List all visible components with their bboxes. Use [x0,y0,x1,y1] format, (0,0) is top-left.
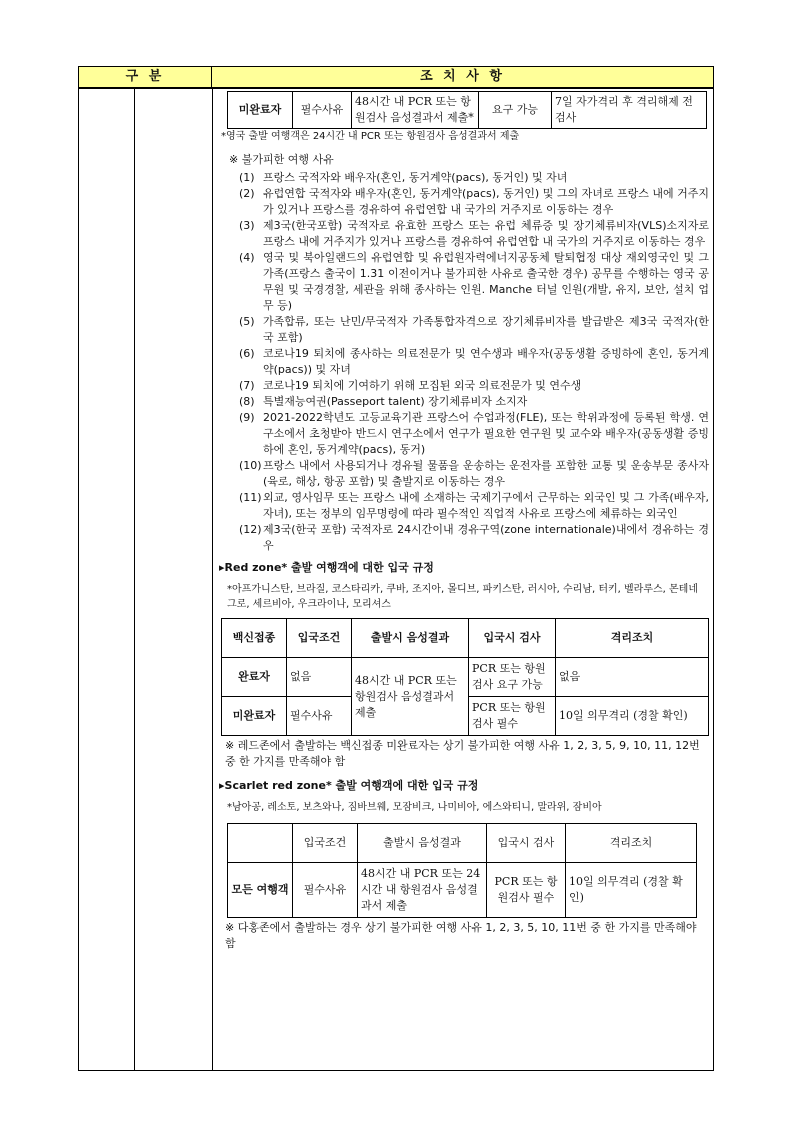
list-item: (10) 프랑스 내에서 사용되거나 경유될 물품을 운송하는 운전자를 포함한 교통 및 운송부문 종사자(육로, 해상, 항공 포함) 및 출발지로 이동하는 경우 [239,459,709,488]
list-item: (8) 특별재능여권(Passeport talent) 장기체류비자 소지자 [239,395,528,408]
red-zone-countries: *아프가니스탄, 브라질, 코스타리카, 쿠바, 조지아, 몰디브, 파키스탄, 러시아, 수리남, 터키, 벨라루스, 몬테네그로, 세르비아, 우크라이나, 모리셔스 [227,584,698,610]
list-item: (4) 영국 및 북아일랜드의 유럽연합 및 유럽원자력에너지공동체 탈퇴협정 대상 재외영국인 및 그 가족(프랑스 출국이 1.31 이전이거나 불가피한 사유로 출국한 경우) 공무를 수행하는 영국 공무원 및 국경경찰, 세관을 위해 종사하는 인원. Manche 터널 인원(개발, 유지, 보안, 설치 업무 등) [239,251,709,312]
list-item: (5) 가족합류, 또는 난민/무국적자 가족통합자격으로 장기체류비자를 발급받은 제3국 국적자(한국 포함) [239,315,709,344]
column-divider [212,89,213,1070]
table-unvaccinated [227,91,707,129]
table-header [79,67,713,89]
table-header-row: 입국조건 출발시 음성결과 입국시 검사 격리조치 [228,824,697,863]
red-zone-table [221,618,709,736]
red-zone-note: ※ 레드존에서 출발하는 백신접종 미완료자는 상기 불가피한 여행 사유 1, 2, 3, 5, 9, 10, 11, 12번 중 한 가지를 만족해야 함 [225,739,700,768]
table-row: 완료자 없음 48시간 내 PCR 또는 항원검사 음성결과서 제출 PCR 또는 항원검사 요구 가능 없음 [222,658,709,697]
document-frame [78,66,714,1071]
list-item: (1) 프랑스 국적자와 배우자(혼인, 동거계약(pacs), 동거인) 및 자녀 [239,171,568,184]
table-header-row: 백신접종 입국조건 출발시 음성결과 입국시 검사 격리조치 [222,619,709,658]
measures-content [219,91,714,952]
reasons-title: ※ 불가피한 여행 사유 [229,153,334,166]
table-row: 미완료자 필수사유 PCR 또는 항원검사 필수 10일 의무격리 (경찰 확인) [222,697,709,736]
uk-note: *영국 출발 여행객은 24시간 내 PCR 또는 항원검사 음성결과서 제출 [221,131,520,142]
table-row: 미완료자 필수사유 48시간 내 PCR 또는 항원검사 음성결과서 제출* 요구 가능 7일 자가격리 후 격리해제 전 검사 [228,92,707,129]
scarlet-zone-heading: ▸Scarlet red zone* 출발 여행객에 대한 입국 규정 [219,779,479,792]
list-item: (11) 외교, 영사임무 또는 프랑스 내에 소재하는 국제기구에서 근무하는 외국인 및 그 가족(배우자, 자녀), 또는 정부의 임무명령에 따라 필수적인 직업적 사유로 프랑스에 체류하는 외국인 [239,491,709,520]
list-item: (2) 유럽연합 국적자와 배우자(혼인, 동거계약(pacs), 동거인) 및 그의 자녀로 프랑스 내에 거주지가 있거나 프랑스를 경유하여 유럽연합 내 국가의 거주지로 이동하는 경우 [239,187,709,216]
scarlet-zone-table [227,823,697,918]
list-item: (3) 제3국(한국포함) 국적자로 유효한 프랑스 또는 유럽 체류증 및 장기체류비자(VLS)소지자로 프랑스 내에 거주지가 있거나 프랑스를 경유하여 유럽연합 내 국가의 거주지로 이동하는 경우 [239,219,709,248]
header-measures: 조 치 사 항 [420,69,505,84]
table-row: 모든 여행객 필수사유 48시간 내 PCR 또는 24시간 내 항원검사 음성결과서 제출 PCR 또는 항원검사 필수 10일 의무격리 (경찰 확인) [228,863,697,918]
list-item: (7) 코로나19 퇴치에 기여하기 위해 모집된 외국 의료전문가 및 연수생 [239,379,582,392]
header-category: 구 분 [79,67,212,87]
list-item: (9) 2021-2022학년도 고등교육기관 프랑스어 수업과정(FLE), 또는 학위과정에 등록된 학생. 연구소에서 초청받아 반드시 연구소에서 연구가 필요한 연구원 및 교수와 배우자(공동생활 증빙 하에 혼인, 동거계약(pacs), 동거) [239,411,709,456]
list-item: (6) 코로나19 퇴치에 종사하는 의료전문가 및 연수생과 배우자(공동생활 증빙하에 혼인, 동거계약(pacs)) 및 자녀 [239,347,709,376]
list-item: (12) 제3국(한국 포함) 국적자로 24시간이내 경유구역(zone internationale)내에서 경유하는 경우 [239,523,709,552]
scarlet-zone-countries: *남아공, 레소토, 보츠와나, 짐바브웨, 모잠비크, 나미비아, 에스와티니, 말라위, 잠비아 [227,802,602,813]
red-zone-heading: ▸Red zone* 출발 여행객에 대한 입국 규정 [219,561,434,574]
scarlet-zone-note: ※ 다홍존에서 출발하는 경우 상기 불가피한 여행 사유 1, 2, 3, 5, 10, 11번 중 한 가지를 만족해야 함 [225,921,697,950]
column-divider [134,89,135,1070]
reasons-list [239,170,709,554]
